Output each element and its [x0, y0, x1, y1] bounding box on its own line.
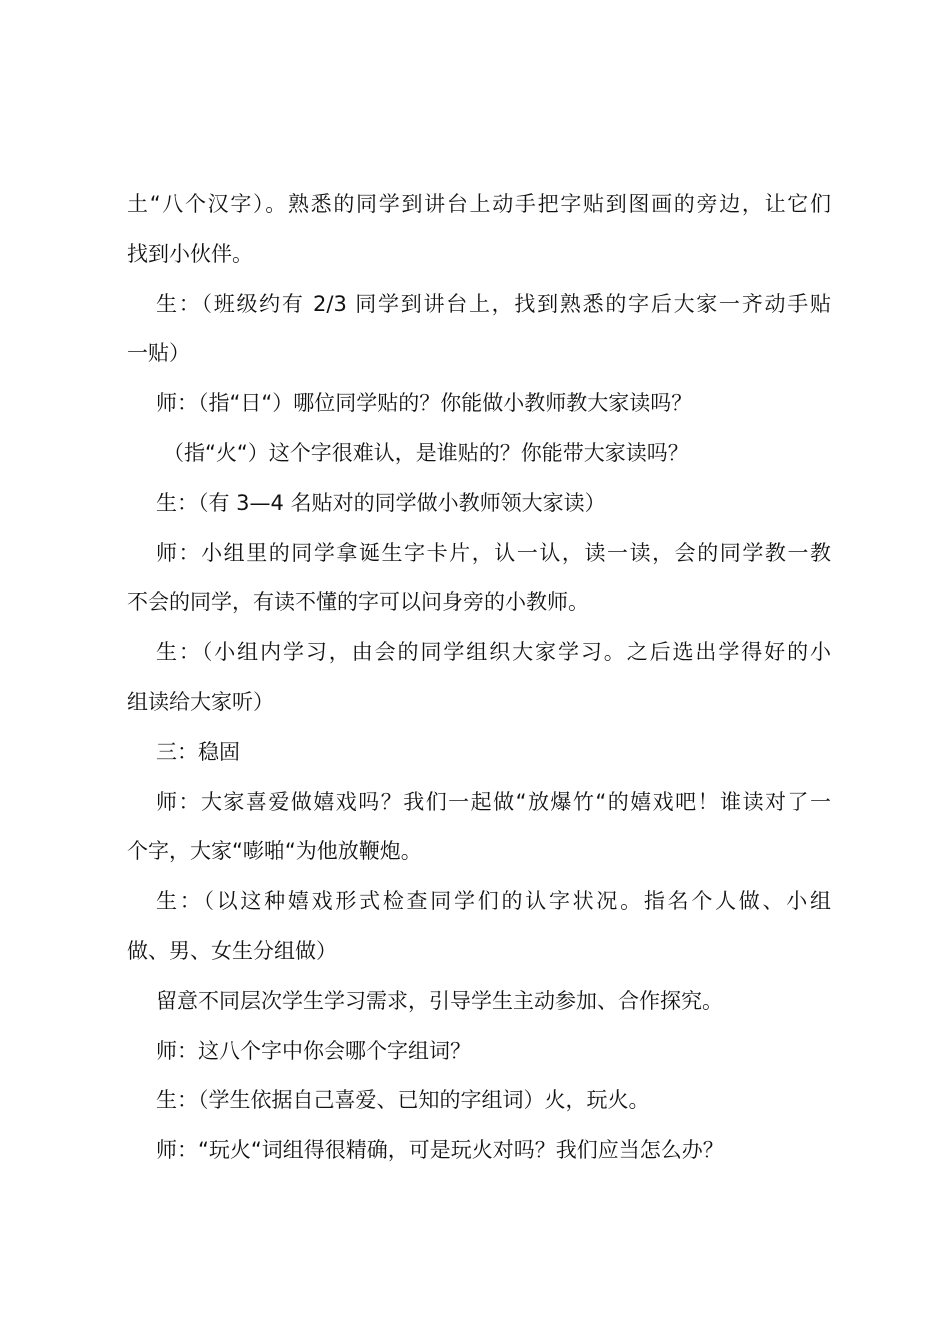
paragraph-line-20: 师：“玩火“词组得很精确，可是玩火对吗？我们应当怎么办？	[156, 1138, 724, 1163]
paragraph-line-15: 生：（以这种嬉戏形式检查同学们的认字状况。指名个人做、小组	[156, 889, 831, 914]
paragraph-line-6: （指“火“）这个字很难认，是谁贴的？你能带大家读吗？	[163, 440, 689, 465]
paragraph-line-17: 留意不同层次学生学习需求，引导学生主动参加、合作探究。	[156, 988, 723, 1013]
paragraph-line-19: 生：（学生依据自己喜爱、已知的字组词）火，玩火。	[156, 1088, 650, 1113]
paragraph-line-9: 不会的同学，有读不懂的字可以问身旁的小教师。	[127, 590, 589, 615]
paragraph-line-5: 师：（指“日“）哪位同学贴的？你能做小教师教大家读吗？	[156, 391, 693, 416]
paragraph-line-11: 组读给大家听）	[127, 689, 274, 714]
paragraph-line-14: 个字，大家“嘭啪“为他放鞭炮。	[127, 839, 422, 864]
paragraph-line-7: 生：（有 3—4 名贴对的同学做小教师领大家读）	[156, 490, 606, 515]
section-heading: 三：稳固	[156, 739, 240, 764]
paragraph-line-2: 找到小伙伴。	[127, 241, 253, 266]
paragraph-line-1: 土“八个汉字）。熟悉的同学到讲台上动手把字贴到图画的旁边，让它们	[127, 192, 831, 216]
paragraph-line-10: 生：（小组内学习，由会的同学组织大家学习。之后选出学得好的小	[156, 640, 831, 665]
paragraph-line-4: 一贴）	[127, 341, 190, 366]
paragraph-line-3: 生：（班级约有 2/3 同学到讲台上，找到熟悉的字后大家一齐动手贴	[156, 291, 831, 316]
paragraph-line-18: 师：这八个字中你会哪个字组词？	[156, 1038, 471, 1063]
paragraph-line-8: 师：小组里的同学拿诞生字卡片，认一认，读一读，会的同学教一教	[156, 540, 831, 565]
document-body	[127, 180, 831, 1176]
paragraph-line-13: 师：大家喜爱做嬉戏吗？我们一起做“放爆竹“的嬉戏吧！谁读对了一	[156, 789, 831, 814]
paragraph-line-16: 做、男、女生分组做）	[127, 938, 337, 963]
